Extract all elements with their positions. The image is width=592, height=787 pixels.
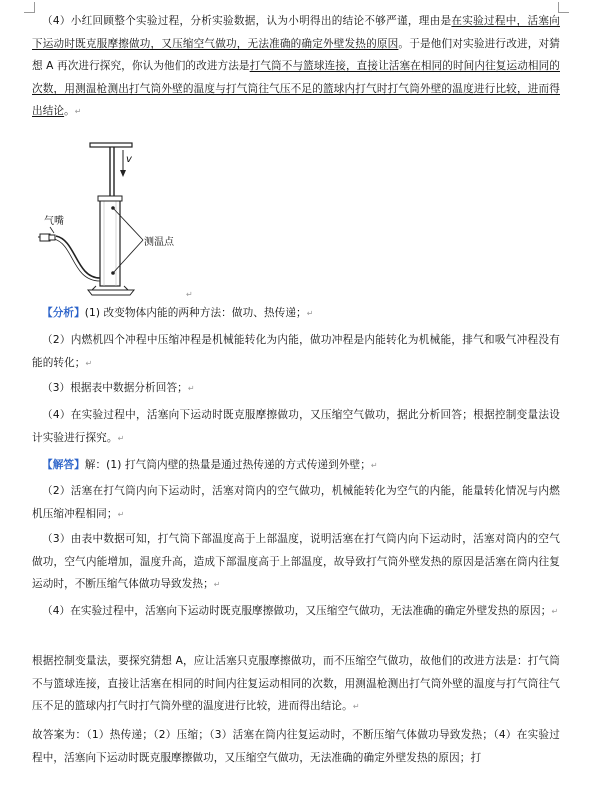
pump-figure: [36, 140, 216, 302]
analysis-line-3: [32, 377, 560, 401]
solution-line-1: [32, 454, 560, 478]
solution-text-4: （4）在实验过程中，活塞向下运动时既克服摩擦做功，又压缩空气做功，无法准确的确定外壁发热的原因；: [42, 605, 552, 617]
paragraph-mark: ↵: [187, 384, 195, 393]
measure-points-label: 测温点: [144, 237, 174, 248]
velocity-label: v: [126, 154, 132, 165]
nozzle-label: 气嘴: [44, 216, 64, 227]
solution-text-2: （2）活塞在打气筒内向下运动时，活塞对筒内的空气做功，机械能转化为空气的内能，能量转化情况与内燃机压缩冲程相同；: [32, 485, 560, 520]
paragraph-mark: ↵: [186, 290, 193, 299]
question-4-text: （4）小红回顾整个实验过程，分析实验数据，认为小明得出的结论不够严谨，理由是: [42, 15, 452, 27]
solution-tag: 【解答】: [42, 459, 85, 471]
solution-text-1: 解：(1) 打气筒内壁的热量是通过热传递的方式传递到外壁；: [84, 459, 371, 471]
analysis-line-2: [32, 329, 560, 375]
solution-text-5: 根据控制变量法，要探究猜想 A，应让活塞只克服摩擦做功，而不压缩空气做功，故他们的改进方法是：打气筒不与篮球连接，直接让活塞在相同的时间内往复运动相同的次数，用测温枪测出打气筒外壁的温度与打气筒往气压不足的篮球内打气时打气筒外壁的温度进行比较，进而得出结论。: [32, 655, 560, 712]
solution-line-3: [32, 528, 560, 597]
paragraph-mark: ↵: [370, 461, 378, 470]
analysis-text-4: （4）在实验过程中，活塞向下运动时既克服摩擦做功，又压缩空气做功，据此分析回答；根据控制变量法设计实验进行探究。: [32, 409, 560, 444]
improvement-answer: 打气筒不与篮球连接，直接让活塞在相同的时间内往复运动相同的次数，用测温枪测出打气筒外壁的温度与打气筒往气压不足的篮球内打气时打气筒外壁的温度进行比较，进而得出结论: [32, 60, 560, 117]
analysis-tag: 【分析】: [42, 307, 85, 319]
analysis-line-4: [32, 404, 560, 450]
paragraph-mark: ↵: [74, 107, 82, 116]
solution-text-6: 故答案为：（1）热传递；（2）压缩；（3）活塞在筒内往复运动时，不断压缩气体做功导致发热；（4）在实验过程中，活塞向下运动时既克服摩擦做功，又压缩空气做功，无法准确的确定外壁发热的原因；打: [32, 729, 560, 764]
paragraph-mark: ↵: [117, 509, 125, 519]
paragraph-mark: ↵: [551, 607, 559, 616]
question-4-paragraph: [32, 10, 560, 124]
paragraph-mark: ↵: [213, 580, 221, 589]
analysis-text-1: (1) 改变物体内能的两种方法：做功、热传递；: [84, 307, 307, 319]
paragraph-mark: ↵: [85, 358, 93, 368]
solution-line-6: [32, 724, 560, 769]
paragraph-mark: ↵: [306, 309, 314, 318]
paragraph-mark: ↵: [352, 702, 360, 711]
analysis-line-1: [32, 302, 560, 326]
analysis-text-3: （3）根据表中数据分析回答；: [42, 382, 188, 394]
question-4-text-2: 。于是他们对实验进行改进，对猜想 A 再次进行探究，你认为他们的改进方法是: [32, 37, 560, 72]
analysis-text-2: （2）内燃机四个冲程中压缩冲程是机械能转化为内能，做功冲程是内能转化为机械能，排气和吸气冲程没有能的转化；: [32, 334, 560, 369]
solution-text-3: （3）由表中数据可知，打气筒下部温度高于上部温度，说明活塞在打气筒内向下运动时，活塞对筒内的空气做功，空气内能增加，温度升高，造成下部温度高于上部温度，故导致打气筒外壁发热的原因是活塞在筒内往复运动时，不断压缩气体做功导致发热；: [32, 533, 560, 590]
solution-line-2: [32, 480, 560, 526]
reason-answer: 在实验过程中，活塞向下运动时既克服摩擦做功，又压缩空气做功，无法准确的确定外壁发热的原因: [32, 15, 560, 50]
solution-line-5: [32, 650, 560, 719]
solution-line-4: [32, 600, 560, 624]
paragraph-mark: ↵: [117, 433, 125, 443]
question-4-end: 。: [64, 105, 75, 117]
